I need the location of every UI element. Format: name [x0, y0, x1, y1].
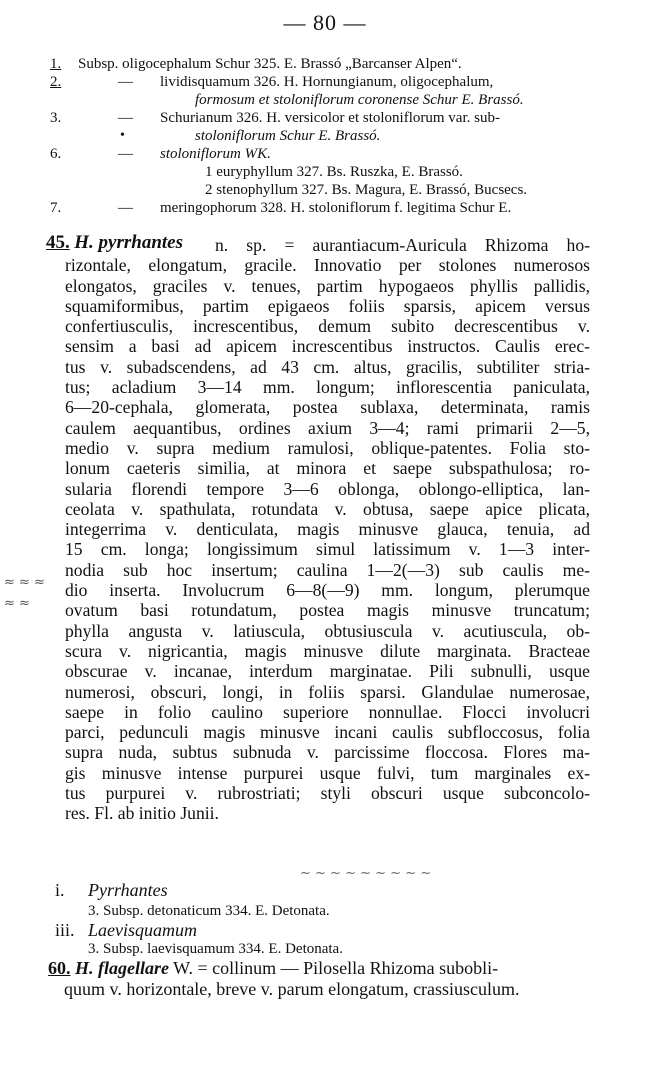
- description-line: tus v. subadscendens, ad 43 cm. altus, gracilis, subtiliter stria-: [65, 356, 590, 377]
- entry-text: 2 stenophyllum 327. Bs. Magura, E. Brassó, Bucsecs.: [205, 182, 528, 198]
- entry-number: 7.: [50, 200, 62, 216]
- subspecies-list: [0, 55, 650, 217]
- entry-6-sub-1: [0, 163, 650, 181]
- entry-text: 1 euryphyllum 327. Bs. Ruszka, E. Brassó.: [205, 164, 463, 180]
- entry-dash: —: [118, 200, 133, 216]
- description-line: dio inserta. Involucrum 6—8(—9) mm. longum, plerumque: [65, 580, 590, 601]
- species-number: 60.: [48, 958, 71, 978]
- handwritten-margin-note: ≈ ≈ ≈: [4, 575, 45, 590]
- group-1-subsp: 3. Subsp. detonaticum 334. E. Detonata.: [88, 903, 330, 919]
- description-line: nodia sub hoc insertum; caulina 1—2(—3) sub caulis me-: [65, 559, 590, 580]
- group-1-roman: i.: [55, 880, 65, 900]
- entry-dash: —: [118, 74, 133, 90]
- entry-number: 3.: [50, 110, 62, 126]
- group-2-subsp: 3. Subsp. laevisquamum 334. E. Detonata.: [88, 941, 343, 957]
- description-line: 15 cm. longa; longissimum simul latissimum v. 1—3 inter-: [65, 539, 590, 560]
- description-line: ceolata v. spathulata, rotundata v. obtusa, saepe apice plicata,: [65, 498, 590, 519]
- entry-6: [0, 145, 650, 163]
- bullet-mark: •: [120, 128, 125, 143]
- description-line: squamiformibus, partim epigaeos foliis sparsis, apicem versus: [65, 295, 590, 316]
- species-60-line: W. = collinum — Pilosella Rhizoma subobli-: [173, 958, 499, 978]
- species-name: H. pyrrhantes: [74, 232, 183, 253]
- entry-number: 2.: [50, 74, 62, 90]
- group-1-name: Pyrrhantes: [88, 880, 168, 900]
- description-line: integerrima v. denticulata, magis minusve glauca, tenuia, ad: [65, 519, 590, 540]
- description-line: 6—20-cephala, glomerata, postea sublaxa, determinata, ramis: [65, 397, 590, 418]
- description-line: tus purpurei v. rubrostriati; styli obscuri usque subconcolo-: [65, 783, 590, 804]
- description-line: sularia florendi tempore 3—6 oblonga, oblongo-elliptica, lan-: [65, 478, 590, 499]
- species-number: 45.: [46, 232, 70, 253]
- entry-dash: —: [118, 146, 133, 162]
- group-2-roman: iii.: [55, 920, 75, 940]
- entry-number: 6.: [50, 146, 62, 162]
- description-line: scura v. nigricantia, magis minusve dilute marginata. Bracteae: [65, 640, 590, 661]
- entry-text: Schurianum 326. H. versicolor et stoloniflorum var. sub-: [160, 110, 500, 126]
- description-line: ovatum basi rotundatum, postea magis minusve truncatum;: [65, 600, 590, 621]
- description-line: n. sp. = aurantiacum-Auricula Rhizoma ho-: [215, 235, 590, 255]
- description-line: sensim a basi ad apicem increscentibus instructos. Caulis erec-: [65, 336, 590, 357]
- entry-number: 1.: [50, 56, 62, 72]
- entry-2: [0, 73, 650, 91]
- entry-3-continuation: [0, 127, 650, 145]
- entry-3: [0, 109, 650, 127]
- description-line: lonum caeteris similia, at minora et saepe subspathulosa; ro-: [65, 458, 590, 479]
- entry-2-continuation: [0, 91, 650, 109]
- entry-text: meringophorum 328. H. stoloniflorum f. legitima Schur E.: [160, 200, 512, 216]
- description-line: supra nuda, subtus subnuda v. parcissime floccosa. Flores ma-: [65, 742, 590, 763]
- description-line: caulem aequantibus, ordines axium 3—4; rami primarii 2—5,: [65, 417, 590, 438]
- entry-text: stoloniflorum Schur E. Brassó.: [195, 128, 381, 144]
- entry-6-sub-2: [0, 181, 650, 199]
- entry-7: [0, 199, 650, 217]
- description-line: medio v. supra medium ramulosi, oblique-patentes. Folia sto-: [65, 437, 590, 458]
- page-number: — 80 —: [283, 10, 367, 35]
- entry-text: stoloniflorum WK.: [160, 146, 271, 162]
- entry-text: formosum et stoloniflorum coronense Schur E. Brassó.: [195, 92, 524, 108]
- description-line: obscurae v. incanae, interdum marginatae. Pili subnulli, usque: [65, 661, 590, 682]
- entry-text: Subsp. oligocephalum Schur 325. E. Brassó „Barcanser Alpen“.: [78, 56, 462, 72]
- species-60-line: quum v. horizontale, breve v. parum elongatum, crassiusculum.: [64, 979, 520, 999]
- description-line: res. Fl. ab initio Junii.: [65, 803, 219, 824]
- handwritten-end-note: ~ ~ ~ ~ ~ ~ ~ ~ ~: [300, 866, 432, 881]
- description-line: rizontale, elongatum, gracile. Innovatio per stolones numerosos: [65, 255, 590, 276]
- entry-text: lividisquamum 326. H. Hornungianum, oligocephalum,: [160, 74, 494, 90]
- species-60-block: [48, 958, 593, 1000]
- description-line: elongatos, graciles v. tenues, partim hypogaeos phyllis pallidis,: [65, 275, 590, 296]
- group-2-name: Laevisquamum: [88, 920, 197, 940]
- species-name: H. flagellare: [75, 958, 169, 978]
- description-line: saepe in folio caulino superiore nonnullae. Flocci involucri: [65, 701, 590, 722]
- entry-1: [0, 55, 650, 73]
- description-line: parci, pedunculi magis minusve incani caulis subfloccosus, folia: [65, 722, 590, 743]
- handwritten-margin-note-2: ≈ ≈: [4, 596, 30, 611]
- entry-dash: —: [118, 110, 133, 126]
- description-line: tus; acladium 3—14 mm. longum; inflorescentia paniculata,: [65, 377, 590, 398]
- description-line: confertiusculis, increscentibus, demum subito decrescentibus v.: [65, 316, 590, 337]
- description-line: gis minusve intense purpurei usque fulvi, tum marginales ex-: [65, 762, 590, 783]
- description-line: numerosi, obscuri, longi, in foliis sparsi. Glandulae numerosae,: [65, 681, 590, 702]
- species-45-description: [65, 235, 590, 824]
- description-line: phylla angusta v. latiuscula, obtusiuscula v. acutiuscula, ob-: [65, 620, 590, 641]
